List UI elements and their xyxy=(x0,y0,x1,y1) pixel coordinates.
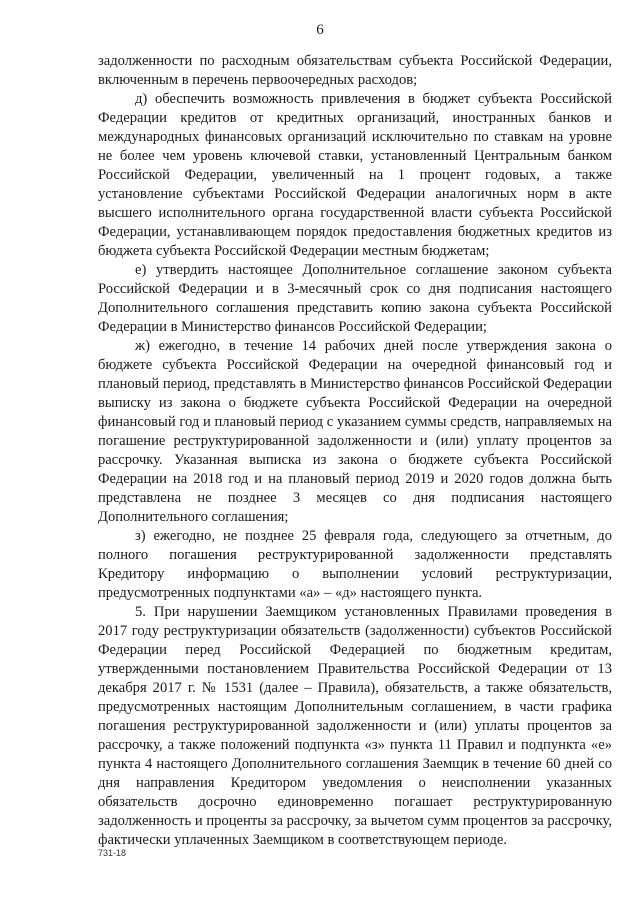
paragraph-item-d: д) обеспечить возможность привлечения в бюджет субъекта Российской Федерации кредитов от кредитных организаций, иностранных банков и международных финансовых организаций исключительно по ставкам на уровне не более чем уровень ключевой ставки, установленный Центральным банком Российской Федерации, увеличенный на 1 процент годовых, а также установление субъектами Российской Федерации аналогичных норм в акте высшего исполнительного органа государственной власти субъекта Российской Федерации, устанавливающем порядок предоставления бюджетных кредитов из бюджета субъекта Российской Федерации местным бюджетам; xyxy=(98,91,612,259)
paragraph-item-z: з) ежегодно, не позднее 25 февраля года, следующего за отчетным, до полного погашения реструктурированной задолженности представлять Кредитору информацию о выполнении условий реструктуризации, предусмотренных подпунктами «а» – «д» настоящего пункта. xyxy=(98,528,612,601)
page-number: 6 xyxy=(316,22,324,38)
paragraph-item-e: е) утвердить настоящее Дополнительное соглашение законом субъекта Российской Федерации и в 3-месячный срок со дня подписания настоящего Дополнительного соглашения представить копию закона субъекта Российской Федерации в Министерство финансов Российской Федерации; xyxy=(98,262,612,335)
paragraph-item-5: 5. При нарушении Заемщиком установленных Правилами проведения в 2017 году реструктуризации обязательств (задолженности) субъектов Российской Федерации перед Российской Федерацией по бюджетным кредитам, утвержденными постановлением Правительства Российской Федерации от 13 декабря 2017 г. № 1531 (далее – Правила), обязательств, а также обязательств, предусмотренных настоящим Дополнительным соглашением, в части графика погашения реструктурированной задолженности и (или) уплаты процентов за рассрочку, а также положений подпункта «з» пункта 11 Правил и подпункта «е» пункта 4 настоящего Дополнительного соглашения Заемщик в течение 60 дней со дня направления Кредитором уведомления о неисполнении указанных обязательств досрочно единовременно погашает реструктурированную задолженность и проценты за рассрочку, за вычетом сумм процентов за рассрочку, фактически уплаченных Заемщиком в соответствующем периоде. xyxy=(98,604,612,848)
document-code: 731-18 xyxy=(98,848,127,858)
document-body xyxy=(98,52,612,850)
paragraph-continuation: задолженности по расходным обязательствам субъекта Российской Федерации, включенным в перечень первоочередных расходов; xyxy=(98,53,612,88)
paragraph-item-zh: ж) ежегодно, в течение 14 рабочих дней после утверждения закона о бюджете субъекта Российской Федерации на очередной финансовый год и плановый период, представлять в Министерство финансов Российской Федерации выписку из закона о бюджете субъекта Российской Федерации на очередной финансовый год и плановый период с указанием суммы средств, направляемых на погашение реструктурированной задолженности и (или) уплату процентов за рассрочку. Указанная выписка из закона о бюджете субъекта Российской Федерации на 2018 год и на плановый период 2019 и 2020 годов должна быть представлена не позднее 3 месяцев со дня подписания настоящего Дополнительного соглашения; xyxy=(98,338,612,525)
